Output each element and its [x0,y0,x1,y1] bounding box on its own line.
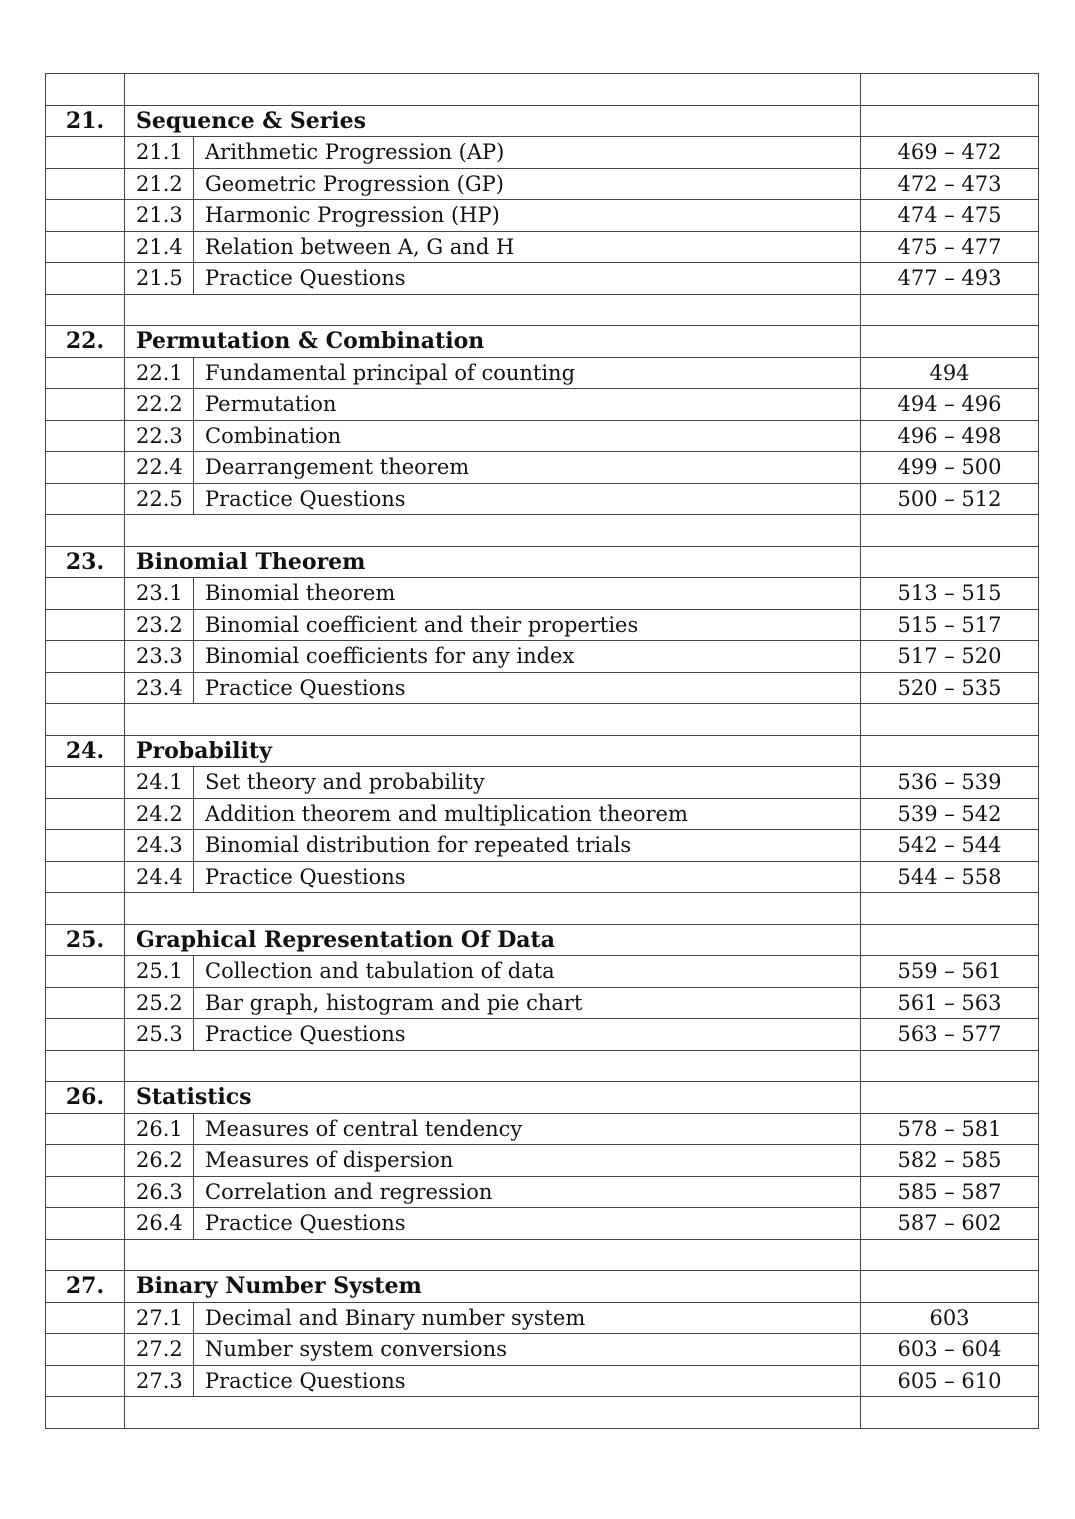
section-title: Binomial coefficients for any index [194,641,861,673]
empty-cell [46,798,125,830]
empty-cell [46,1365,125,1397]
section-number: 22.4 [125,452,194,484]
empty-cell [46,1050,125,1082]
section-pages: 605 – 610 [861,1365,1039,1397]
section-row [46,231,1039,263]
section-number: 25.3 [125,1019,194,1051]
section-row [46,609,1039,641]
section-pages: 515 – 517 [861,609,1039,641]
section-row [46,1208,1039,1240]
empty-cell [46,200,125,232]
chapter-number: 23. [46,546,125,578]
section-pages: 582 – 585 [861,1145,1039,1177]
section-pages: 544 – 558 [861,861,1039,893]
section-row [46,767,1039,799]
empty-cell [46,420,125,452]
chapter-number: 26. [46,1082,125,1114]
section-title: Practice Questions [194,483,861,515]
section-number: 21.5 [125,263,194,295]
empty-cell [125,1239,861,1271]
section-number: 25.1 [125,956,194,988]
section-pages: 603 [861,1302,1039,1334]
section-pages: 472 – 473 [861,168,1039,200]
empty-cell [861,515,1039,547]
section-number: 22.2 [125,389,194,421]
spacer-row [46,1397,1039,1429]
empty-cell [46,987,125,1019]
empty-cell [46,1334,125,1366]
section-pages: 536 – 539 [861,767,1039,799]
section-number: 25.2 [125,987,194,1019]
section-pages: 517 – 520 [861,641,1039,673]
section-pages: 513 – 515 [861,578,1039,610]
empty-cell [46,1113,125,1145]
section-number: 22.1 [125,357,194,389]
section-pages: 542 – 544 [861,830,1039,862]
section-title: Practice Questions [194,861,861,893]
empty-cell [861,924,1039,956]
section-row [46,389,1039,421]
section-pages: 475 – 477 [861,231,1039,263]
spacer-row [46,515,1039,547]
section-title: Addition theorem and multiplication theorem [194,798,861,830]
empty-cell [861,893,1039,925]
section-pages: 563 – 577 [861,1019,1039,1051]
chapter-row [46,546,1039,578]
empty-cell [46,168,125,200]
chapter-title: Probability [125,735,861,767]
section-number: 21.1 [125,137,194,169]
section-row [46,578,1039,610]
section-row [46,798,1039,830]
section-pages: 561 – 563 [861,987,1039,1019]
empty-cell [46,767,125,799]
empty-cell [861,1271,1039,1303]
chapter-row [46,1271,1039,1303]
section-pages: 494 [861,357,1039,389]
empty-cell [125,1397,861,1429]
section-number: 24.1 [125,767,194,799]
chapter-number: 27. [46,1271,125,1303]
section-pages: 578 – 581 [861,1113,1039,1145]
section-row [46,263,1039,295]
chapter-row [46,105,1039,137]
empty-cell [46,483,125,515]
section-row [46,672,1039,704]
section-row [46,420,1039,452]
section-row [46,1019,1039,1051]
empty-cell [46,231,125,263]
empty-cell [46,830,125,862]
section-title: Binomial coefficient and their properties [194,609,861,641]
section-title: Dearrangement theorem [194,452,861,484]
empty-cell [46,1302,125,1334]
empty-cell [125,1050,861,1082]
section-number: 26.4 [125,1208,194,1240]
section-row [46,987,1039,1019]
empty-cell [861,735,1039,767]
section-number: 27.2 [125,1334,194,1366]
section-title: Practice Questions [194,1019,861,1051]
section-pages: 469 – 472 [861,137,1039,169]
empty-cell [46,294,125,326]
empty-cell [861,105,1039,137]
section-pages: 494 – 496 [861,389,1039,421]
chapter-title: Sequence & Series [125,105,861,137]
section-pages: 585 – 587 [861,1176,1039,1208]
toc-body [46,74,1039,1429]
section-number: 21.3 [125,200,194,232]
section-row [46,168,1039,200]
section-title: Fundamental principal of counting [194,357,861,389]
section-row [46,483,1039,515]
section-title: Practice Questions [194,1208,861,1240]
section-number: 26.2 [125,1145,194,1177]
chapter-number: 22. [46,326,125,358]
section-row [46,452,1039,484]
empty-cell [46,641,125,673]
spacer-row [46,1050,1039,1082]
section-number: 27.1 [125,1302,194,1334]
empty-cell [46,1208,125,1240]
section-title: Measures of central tendency [194,1113,861,1145]
empty-cell [46,861,125,893]
section-row [46,1145,1039,1177]
empty-cell [46,357,125,389]
section-number: 24.3 [125,830,194,862]
empty-cell [46,1145,125,1177]
spacer-row [46,893,1039,925]
section-title: Permutation [194,389,861,421]
section-number: 22.5 [125,483,194,515]
section-pages: 500 – 512 [861,483,1039,515]
chapter-row [46,1082,1039,1114]
section-number: 21.2 [125,168,194,200]
section-pages: 499 – 500 [861,452,1039,484]
chapter-number: 24. [46,735,125,767]
empty-cell [46,263,125,295]
section-title: Relation between A, G and H [194,231,861,263]
empty-cell [861,1050,1039,1082]
section-row [46,830,1039,862]
spacer-row [46,74,1039,106]
empty-cell [46,956,125,988]
empty-cell [861,294,1039,326]
empty-cell [125,294,861,326]
section-row [46,861,1039,893]
chapter-number: 21. [46,105,125,137]
spacer-row [46,294,1039,326]
section-pages: 474 – 475 [861,200,1039,232]
chapter-number: 25. [46,924,125,956]
section-row [46,1113,1039,1145]
empty-cell [125,704,861,736]
empty-cell [125,515,861,547]
empty-cell [46,1239,125,1271]
chapter-row [46,735,1039,767]
empty-cell [46,1176,125,1208]
section-title: Measures of dispersion [194,1145,861,1177]
empty-cell [46,137,125,169]
section-row [46,1302,1039,1334]
section-title: Correlation and regression [194,1176,861,1208]
empty-cell [46,609,125,641]
empty-cell [46,893,125,925]
empty-cell [46,578,125,610]
empty-cell [861,704,1039,736]
section-number: 22.3 [125,420,194,452]
empty-cell [46,1019,125,1051]
section-title: Bar graph, histogram and pie chart [194,987,861,1019]
section-number: 21.4 [125,231,194,263]
section-pages: 520 – 535 [861,672,1039,704]
chapter-title: Statistics [125,1082,861,1114]
section-title: Decimal and Binary number system [194,1302,861,1334]
section-row [46,1365,1039,1397]
empty-cell [46,74,125,106]
section-number: 24.4 [125,861,194,893]
empty-cell [46,515,125,547]
section-title: Binomial theorem [194,578,861,610]
section-number: 23.3 [125,641,194,673]
spacer-row [46,704,1039,736]
section-row [46,956,1039,988]
empty-cell [46,452,125,484]
section-row [46,200,1039,232]
section-pages: 587 – 602 [861,1208,1039,1240]
section-pages: 559 – 561 [861,956,1039,988]
empty-cell [861,326,1039,358]
section-number: 23.2 [125,609,194,641]
spacer-row [46,1239,1039,1271]
section-pages: 477 – 493 [861,263,1039,295]
empty-cell [46,672,125,704]
empty-cell [46,704,125,736]
section-title: Arithmetic Progression (AP) [194,137,861,169]
chapter-row [46,924,1039,956]
section-row [46,137,1039,169]
section-row [46,1334,1039,1366]
chapter-row [46,326,1039,358]
section-number: 26.1 [125,1113,194,1145]
chapter-title: Binomial Theorem [125,546,861,578]
empty-cell [125,893,861,925]
section-title: Harmonic Progression (HP) [194,200,861,232]
section-title: Set theory and probability [194,767,861,799]
empty-cell [861,74,1039,106]
section-row [46,357,1039,389]
section-number: 26.3 [125,1176,194,1208]
chapter-title: Binary Number System [125,1271,861,1303]
section-number: 24.2 [125,798,194,830]
section-number: 27.3 [125,1365,194,1397]
chapter-title: Permutation & Combination [125,326,861,358]
section-number: 23.1 [125,578,194,610]
section-pages: 496 – 498 [861,420,1039,452]
section-title: Binomial distribution for repeated trials [194,830,861,862]
section-title: Number system conversions [194,1334,861,1366]
empty-cell [46,1397,125,1429]
empty-cell [861,1239,1039,1271]
section-row [46,641,1039,673]
section-title: Practice Questions [194,263,861,295]
empty-cell [861,1397,1039,1429]
section-title: Combination [194,420,861,452]
empty-cell [125,74,861,106]
section-row [46,1176,1039,1208]
empty-cell [861,546,1039,578]
section-number: 23.4 [125,672,194,704]
table-of-contents [45,73,1039,1429]
section-pages: 539 – 542 [861,798,1039,830]
empty-cell [46,389,125,421]
empty-cell [861,1082,1039,1114]
section-title: Collection and tabulation of data [194,956,861,988]
section-title: Practice Questions [194,672,861,704]
chapter-title: Graphical Representation Of Data [125,924,861,956]
section-title: Geometric Progression (GP) [194,168,861,200]
section-pages: 603 – 604 [861,1334,1039,1366]
section-title: Practice Questions [194,1365,861,1397]
